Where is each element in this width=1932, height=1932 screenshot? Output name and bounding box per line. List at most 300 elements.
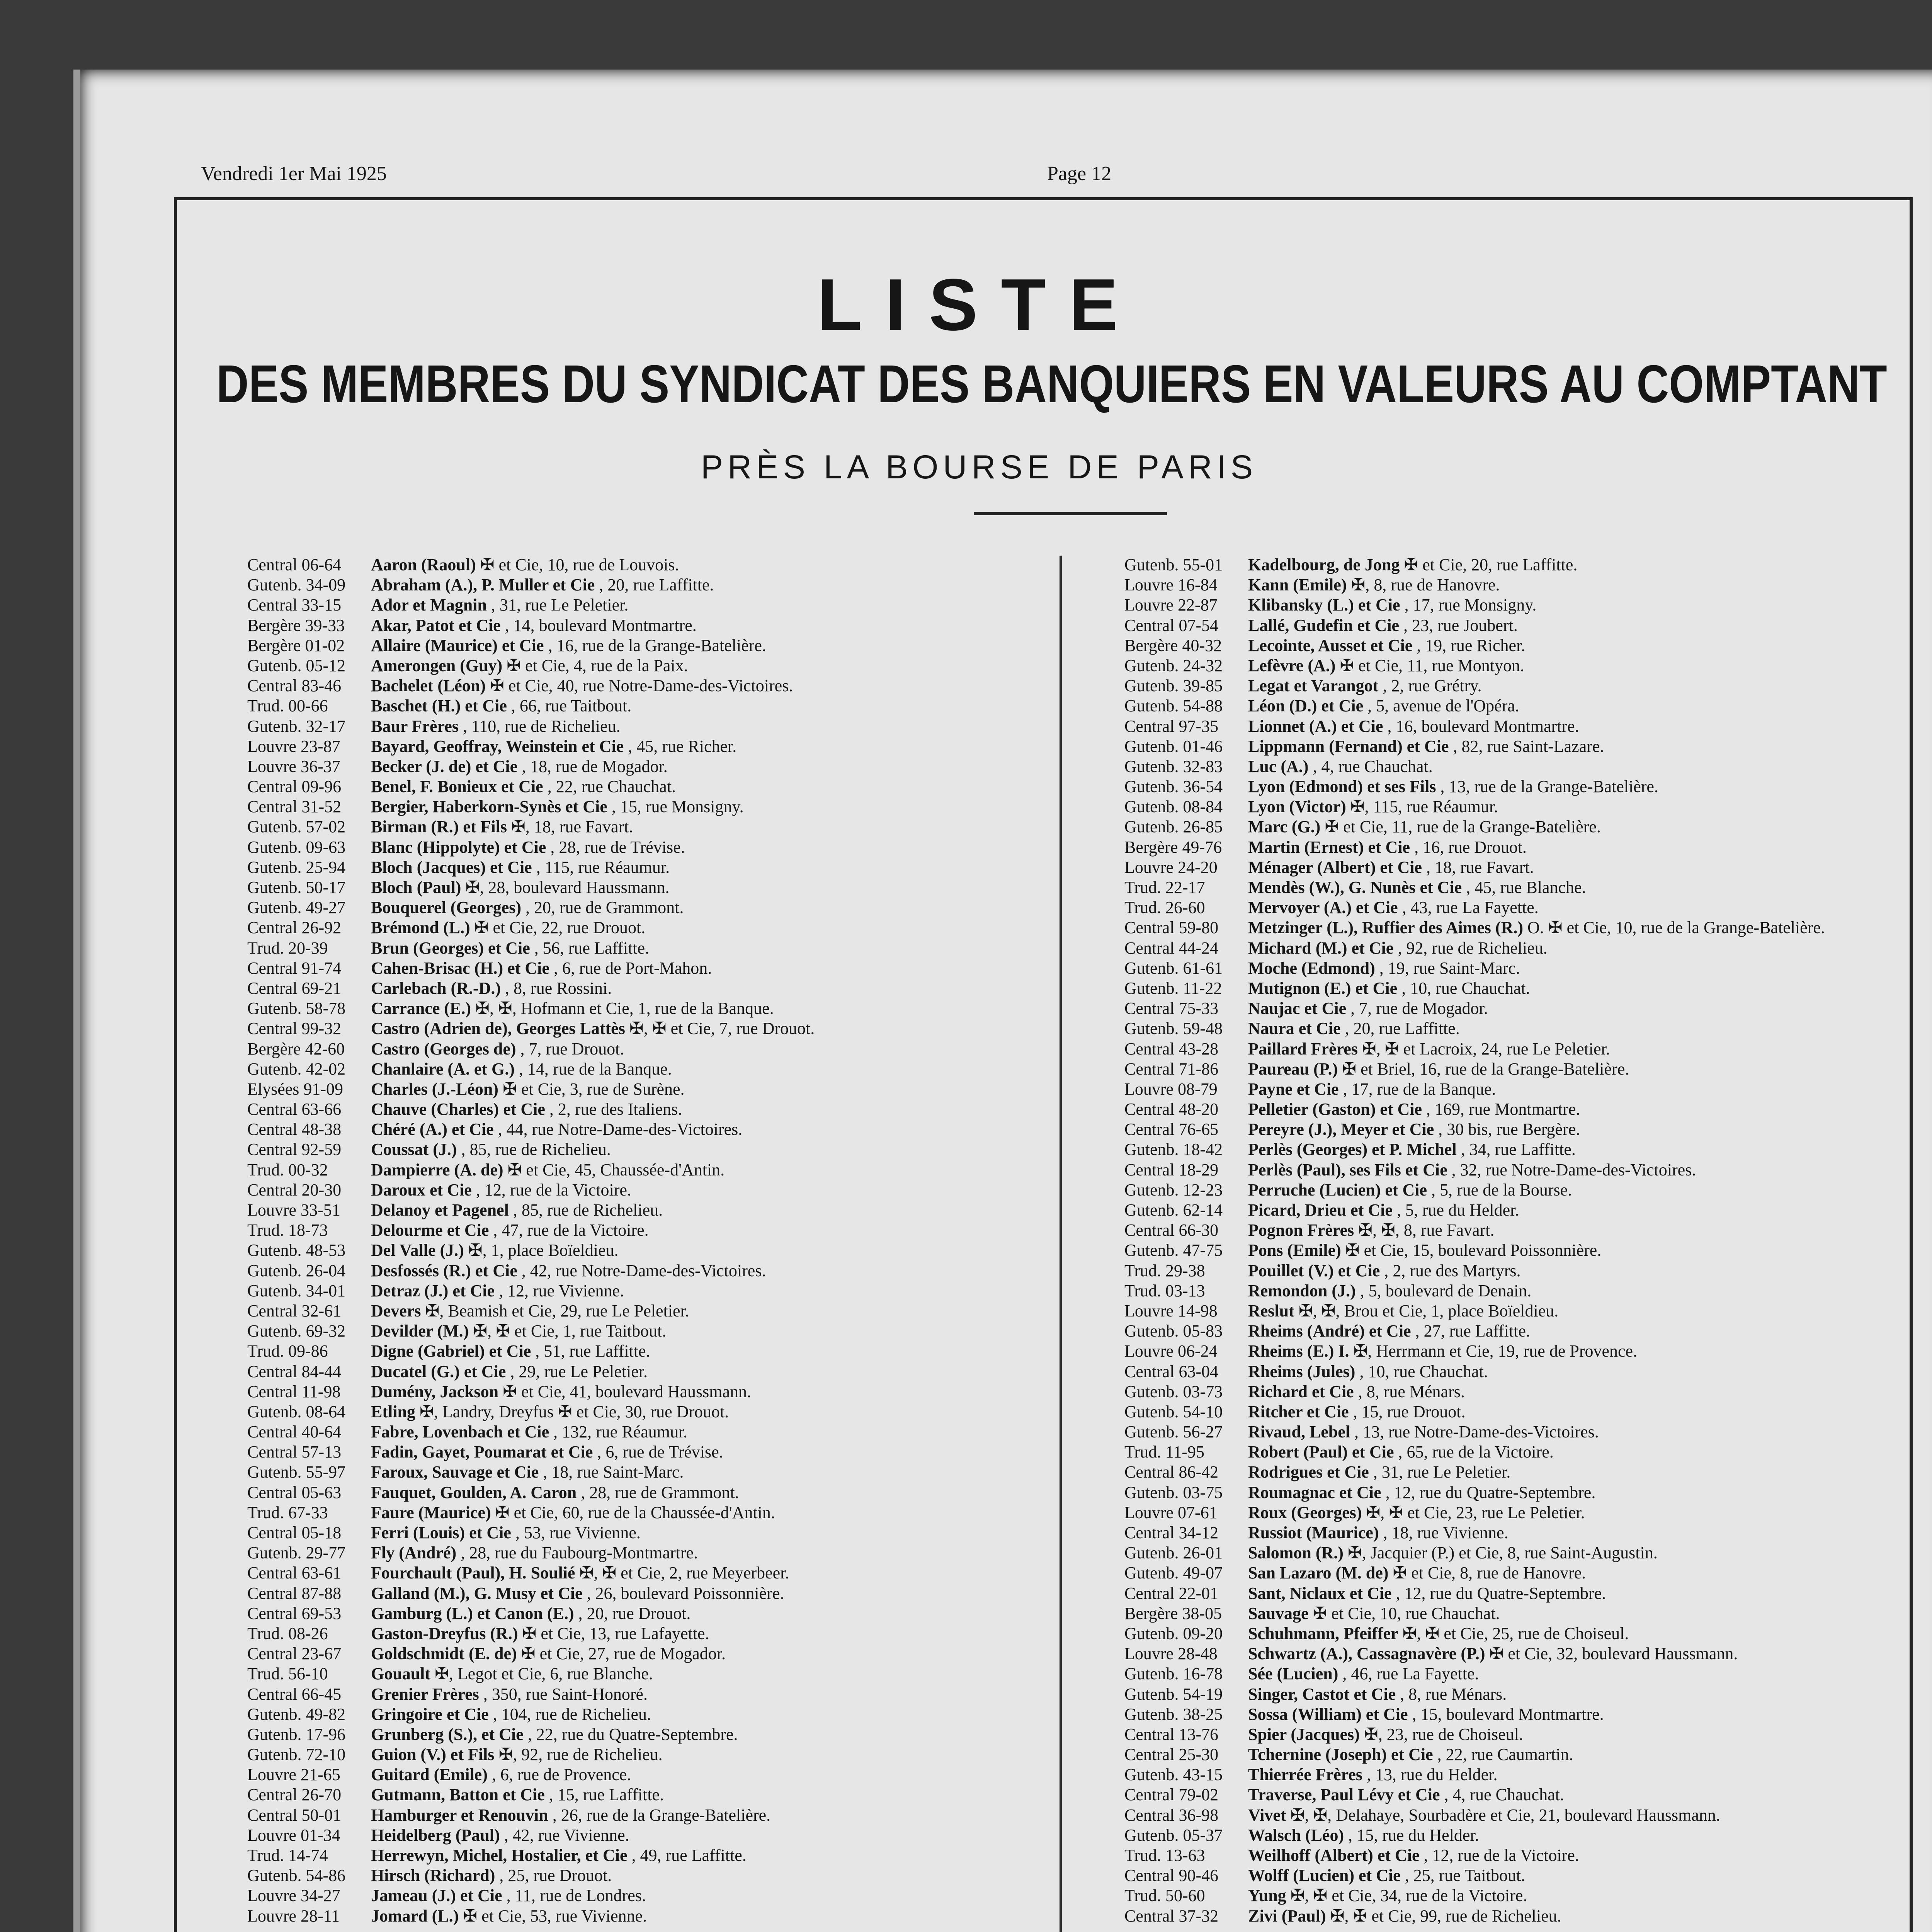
member-name: Carrance (E.) bbox=[371, 999, 471, 1018]
member-row bbox=[1124, 696, 1825, 716]
member-row bbox=[247, 1483, 815, 1503]
member-exchange: Central 34-12 bbox=[1124, 1523, 1219, 1542]
member-address: , 32, rue Notre-Dame-des-Victoires. bbox=[1451, 1160, 1696, 1179]
member-row bbox=[247, 1785, 815, 1805]
member-exchange: Gutenb. 34-09 bbox=[247, 575, 346, 595]
member-exchange: Central 84-44 bbox=[247, 1362, 342, 1381]
member-name: Baur Frères bbox=[371, 716, 459, 736]
member-name: Chauve (Charles) et Cie bbox=[371, 1100, 545, 1119]
member-row bbox=[247, 676, 815, 696]
member-row bbox=[247, 1321, 815, 1341]
member-name: Amerongen (Guy) bbox=[371, 656, 503, 675]
member-address: , 15, rue Drouot. bbox=[1353, 1402, 1466, 1421]
member-row bbox=[247, 978, 815, 998]
member-name: Yung bbox=[1248, 1886, 1286, 1905]
member-name: Fourchault (Paul), H. Soulié bbox=[371, 1563, 575, 1583]
member-address: ✠ et Cie, 11, rue Montyon. bbox=[1340, 656, 1525, 675]
member-name: Pouillet (V.) et Cie bbox=[1248, 1261, 1380, 1280]
member-row bbox=[1124, 938, 1825, 958]
member-row bbox=[1124, 616, 1825, 636]
member-name: Hamburger et Renouvin bbox=[371, 1805, 548, 1825]
member-row bbox=[1124, 595, 1825, 615]
member-address: ✠, ✠ et Cie, 99, rue de Richelieu. bbox=[1330, 1906, 1561, 1925]
member-name: Zivi (Paul) bbox=[1248, 1906, 1326, 1925]
member-exchange: Louvre 23-87 bbox=[247, 736, 340, 756]
member-exchange: Central 57-13 bbox=[247, 1442, 342, 1462]
member-address: , 28, rue de Trévise. bbox=[550, 837, 685, 857]
member-exchange: Gutenb. 54-19 bbox=[1124, 1684, 1223, 1704]
member-address: , 11, rue de Londres. bbox=[506, 1886, 646, 1905]
member-row bbox=[1124, 1765, 1825, 1785]
member-row bbox=[1124, 1240, 1825, 1260]
member-row bbox=[247, 1664, 815, 1684]
member-address: ✠, Legot et Cie, 6, rue Blanche. bbox=[435, 1664, 653, 1684]
member-name: Sauvage bbox=[1248, 1604, 1309, 1623]
member-name: Rheims (Jules) bbox=[1248, 1362, 1355, 1381]
member-row bbox=[1124, 1281, 1825, 1301]
member-name: Reslut bbox=[1248, 1301, 1294, 1320]
member-row bbox=[247, 1543, 815, 1563]
member-name: Delourme et Cie bbox=[371, 1221, 489, 1240]
member-exchange: Central 40-64 bbox=[247, 1422, 342, 1442]
member-name: Devilder (M.) bbox=[371, 1321, 469, 1341]
member-exchange: Gutenb. 61-61 bbox=[1124, 958, 1223, 978]
member-row bbox=[1124, 1119, 1825, 1139]
member-address: , 85, rue de Richelieu. bbox=[461, 1140, 611, 1159]
member-row bbox=[247, 998, 815, 1019]
member-address: , 28, rue de Grammont. bbox=[581, 1483, 739, 1502]
member-address: ✠, ✠ et Lacroix, 24, rue Le Peletier. bbox=[1362, 1039, 1610, 1058]
member-exchange: Trud. 00-66 bbox=[247, 696, 328, 716]
member-name: Bayard, Geoffray, Weinstein et Cie bbox=[371, 736, 624, 756]
member-exchange: Trud. 14-74 bbox=[247, 1846, 328, 1865]
member-exchange: Central 32-61 bbox=[247, 1301, 342, 1320]
member-exchange: Gutenb. 43-15 bbox=[1124, 1765, 1223, 1784]
member-exchange: Trud. 09-86 bbox=[247, 1342, 328, 1361]
member-name: Devers bbox=[371, 1301, 421, 1320]
member-name: Goldschmidt (E. de) bbox=[371, 1644, 517, 1663]
member-name: Lionnet (A.) et Cie bbox=[1248, 716, 1383, 736]
member-address: , 12, rue de la Victoire. bbox=[1423, 1846, 1579, 1865]
member-address: ✠ et Cie, 40, rue Notre-Dame-des-Victoires. bbox=[490, 676, 793, 696]
member-address: , 25, rue Taitbout. bbox=[1405, 1866, 1526, 1885]
member-address: , 5, boulevard de Denain. bbox=[1360, 1281, 1532, 1300]
member-row bbox=[1124, 1382, 1825, 1402]
liste-heading: LISTE bbox=[817, 264, 1141, 346]
member-name: Faure (Maurice) bbox=[371, 1503, 491, 1522]
member-exchange: Gutenb. 42-02 bbox=[247, 1059, 346, 1078]
member-address: , 46, rue La Fayette. bbox=[1342, 1664, 1479, 1684]
member-name: Grunberg (S.), et Cie bbox=[371, 1725, 524, 1744]
member-address: , 25, rue Drouot. bbox=[499, 1866, 612, 1885]
member-address: ✠, 92, rue de Richelieu. bbox=[498, 1745, 663, 1764]
member-address: , 20, rue Drouot. bbox=[578, 1604, 691, 1623]
member-row bbox=[247, 1684, 815, 1704]
member-exchange: Gutenb. 56-27 bbox=[1124, 1422, 1223, 1442]
member-name: Tchernine (Joseph) et Cie bbox=[1248, 1745, 1433, 1764]
member-exchange: Trud. 13-63 bbox=[1124, 1846, 1205, 1865]
member-exchange: Gutenb. 38-25 bbox=[1124, 1704, 1223, 1724]
member-exchange: Central 66-30 bbox=[1124, 1221, 1219, 1240]
member-address: , 15, boulevard Montmartre. bbox=[1412, 1704, 1604, 1724]
members-column-right bbox=[1124, 555, 1825, 1926]
member-address: , 27, rue Laffitte. bbox=[1415, 1321, 1530, 1341]
member-exchange: Bergère 40-32 bbox=[1124, 636, 1222, 655]
member-name: Roumagnac et Cie bbox=[1248, 1483, 1381, 1502]
member-exchange: Gutenb. 09-20 bbox=[1124, 1624, 1223, 1643]
member-address: , 7, rue de Mogador. bbox=[1350, 999, 1488, 1018]
member-address: , 31, rue Le Peletier. bbox=[1373, 1463, 1511, 1482]
member-name: Brémond (L.) bbox=[371, 918, 470, 937]
member-exchange: Gutenb. 18-42 bbox=[1124, 1140, 1223, 1159]
member-name: Herrewyn, Michel, Hostalier, et Cie bbox=[371, 1846, 628, 1865]
member-row bbox=[247, 1624, 815, 1644]
member-exchange: Central 48-38 bbox=[247, 1120, 342, 1139]
member-row bbox=[1124, 1624, 1825, 1644]
member-address: ✠, ✠ et Cie, 23, rue Le Peletier. bbox=[1366, 1503, 1585, 1522]
member-name: Ménager (Albert) et Cie bbox=[1248, 857, 1422, 877]
heading-rule bbox=[974, 512, 1167, 515]
member-name: Chéré (A.) et Cie bbox=[371, 1120, 494, 1139]
member-name: Fly (André) bbox=[371, 1543, 457, 1563]
member-exchange: Central 75-33 bbox=[1124, 999, 1219, 1018]
member-exchange: Central 63-04 bbox=[1124, 1362, 1219, 1381]
member-name: Naujac et Cie bbox=[1248, 999, 1347, 1018]
member-row bbox=[247, 898, 815, 918]
member-name: Fauquet, Goulden, A. Caron bbox=[371, 1483, 577, 1502]
member-name: Singer, Castot et Cie bbox=[1248, 1684, 1396, 1704]
member-name: Pelletier (Gaston) et Cie bbox=[1248, 1100, 1422, 1119]
member-name: Faroux, Sauvage et Cie bbox=[371, 1463, 539, 1482]
member-row bbox=[247, 1765, 815, 1785]
member-row bbox=[247, 1745, 815, 1765]
member-address: , 44, rue Notre-Dame-des-Victoires. bbox=[498, 1120, 743, 1139]
member-row bbox=[247, 1180, 815, 1200]
member-name: Traverse, Paul Lévy et Cie bbox=[1248, 1785, 1440, 1804]
member-row bbox=[247, 736, 815, 757]
member-address: , 42, rue Vivienne. bbox=[504, 1825, 629, 1845]
member-row bbox=[247, 716, 815, 736]
member-row bbox=[1124, 1462, 1825, 1482]
member-address: , 4, rue Chauchat. bbox=[1444, 1785, 1564, 1804]
member-exchange: Central 09-96 bbox=[247, 777, 342, 796]
member-exchange: Gutenb. 03-75 bbox=[1124, 1483, 1223, 1502]
member-name: Perlès (Georges) et P. Michel bbox=[1248, 1140, 1457, 1159]
member-name: Birman (R.) et Fils bbox=[371, 817, 507, 837]
member-exchange: Trud. 00-32 bbox=[247, 1160, 328, 1179]
member-address: ✠ et Cie, 10, rue de Louvois. bbox=[480, 555, 679, 574]
member-exchange: Central 63-66 bbox=[247, 1100, 342, 1119]
member-row bbox=[1124, 1422, 1825, 1442]
member-name: Legat et Varangot bbox=[1248, 676, 1379, 696]
member-address: ✠, Beamish et Cie, 29, rue Le Peletier. bbox=[425, 1301, 689, 1320]
member-name: Perlès (Paul), ses Fils et Cie bbox=[1248, 1160, 1447, 1179]
member-address: ✠, 23, rue de Choiseul. bbox=[1364, 1725, 1523, 1744]
member-name: Marc (G.) bbox=[1248, 817, 1321, 837]
member-exchange: Central 33-15 bbox=[247, 595, 342, 615]
member-name: Schuhmann, Pfeiffer bbox=[1248, 1624, 1398, 1643]
member-address: , 115, rue Réaumur. bbox=[536, 857, 670, 877]
member-row bbox=[247, 1402, 815, 1422]
member-name: Lecointe, Ausset et Cie bbox=[1248, 636, 1413, 655]
member-address: , 16, rue Drouot. bbox=[1414, 837, 1527, 857]
member-name: Russiot (Maurice) bbox=[1248, 1523, 1379, 1542]
member-exchange: Gutenb. 24-32 bbox=[1124, 656, 1223, 675]
member-name: Cahen-Brisac (H.) et Cie bbox=[371, 958, 549, 978]
member-exchange: Trud. 29-38 bbox=[1124, 1261, 1205, 1280]
member-exchange: Gutenb. 54-10 bbox=[1124, 1402, 1223, 1421]
member-row bbox=[1124, 1543, 1825, 1563]
member-row bbox=[247, 1200, 815, 1220]
member-row bbox=[1124, 1604, 1825, 1624]
member-exchange: Louvre 06-24 bbox=[1124, 1342, 1218, 1361]
member-exchange: Trud. 11-95 bbox=[1124, 1442, 1205, 1462]
member-exchange: Trud. 26-60 bbox=[1124, 898, 1205, 917]
member-address: , 7, rue Drouot. bbox=[520, 1039, 624, 1058]
member-row bbox=[247, 1281, 815, 1301]
member-address: , 92, rue de Richelieu. bbox=[1398, 938, 1548, 957]
member-address: ✠ et Cie, 4, rue de la Paix. bbox=[507, 656, 688, 675]
member-row bbox=[1124, 1805, 1825, 1825]
member-row bbox=[247, 1725, 815, 1745]
member-row bbox=[1124, 1200, 1825, 1220]
member-exchange: Gutenb. 39-85 bbox=[1124, 676, 1223, 696]
member-exchange: Gutenb. 17-96 bbox=[247, 1725, 346, 1744]
member-row bbox=[247, 837, 815, 857]
member-exchange: Gutenb. 62-14 bbox=[1124, 1201, 1223, 1219]
member-name: Becker (J. de) et Cie bbox=[371, 757, 518, 776]
member-address: , 104, rue de Richelieu. bbox=[493, 1704, 651, 1724]
member-address: , 49, rue Laffitte. bbox=[631, 1846, 747, 1865]
member-name: Thierrée Frères bbox=[1248, 1765, 1363, 1784]
member-exchange: Bergère 01-02 bbox=[247, 636, 345, 655]
member-row bbox=[1124, 898, 1825, 918]
member-name: Bouquerel (Georges) bbox=[371, 898, 522, 917]
member-row bbox=[1124, 1523, 1825, 1543]
member-name: Ritcher et Cie bbox=[1248, 1402, 1349, 1421]
sub-heading: PRÈS LA BOURSE DE PARIS bbox=[701, 449, 1258, 486]
member-exchange: Central 05-63 bbox=[247, 1483, 342, 1502]
member-exchange: Gutenb. 16-78 bbox=[1124, 1664, 1223, 1684]
member-exchange: Central 44-24 bbox=[1124, 938, 1219, 957]
member-row bbox=[247, 616, 815, 636]
member-row bbox=[247, 1866, 815, 1886]
member-name: Digne (Gabriel) et Cie bbox=[371, 1342, 531, 1361]
member-address: ✠ et Cie, 20, rue Laffitte. bbox=[1404, 555, 1578, 574]
member-row bbox=[1124, 1220, 1825, 1240]
member-row bbox=[1124, 1402, 1825, 1422]
member-row bbox=[247, 1825, 815, 1845]
member-row bbox=[1124, 1301, 1825, 1321]
member-row bbox=[1124, 1019, 1825, 1039]
member-exchange: Gutenb. 55-97 bbox=[247, 1463, 346, 1482]
member-exchange: Central 25-30 bbox=[1124, 1745, 1219, 1764]
main-heading: DES MEMBRES DU SYNDICAT DES BANQUIERS EN VALEURS AU COMPTANT bbox=[216, 354, 1887, 414]
member-name: Mervoyer (A.) et Cie bbox=[1248, 898, 1398, 917]
member-row bbox=[247, 1019, 815, 1039]
member-address: , 30 bis, rue Bergère. bbox=[1438, 1120, 1580, 1139]
member-exchange: Gutenb. 11-22 bbox=[1124, 978, 1222, 998]
member-name: Léon (D.) et Cie bbox=[1248, 696, 1364, 716]
member-name: Pognon Frères bbox=[1248, 1221, 1354, 1240]
member-exchange: Louvre 34-27 bbox=[247, 1886, 340, 1905]
member-address: , 15, rue du Helder. bbox=[1348, 1825, 1479, 1845]
member-address: , 45, rue Richer. bbox=[628, 736, 737, 756]
member-exchange: Gutenb. 54-88 bbox=[1124, 696, 1223, 716]
member-address: , 132, rue Réaumur. bbox=[553, 1422, 688, 1442]
member-address: , 8, rue Ménars. bbox=[1358, 1382, 1465, 1401]
member-exchange: Central 26-70 bbox=[247, 1785, 342, 1804]
member-exchange: Central 90-46 bbox=[1124, 1866, 1219, 1885]
member-name: Dumény, Jackson bbox=[371, 1382, 499, 1401]
member-address: , 110, rue de Richelieu. bbox=[463, 716, 621, 736]
member-exchange: Central 20-30 bbox=[247, 1180, 342, 1199]
member-row bbox=[1124, 1583, 1825, 1604]
page-number: Page 12 bbox=[1047, 163, 1112, 185]
member-row bbox=[1124, 918, 1825, 938]
member-exchange: Gutenb. 59-48 bbox=[1124, 1019, 1223, 1038]
member-name: Lyon (Victor) bbox=[1248, 797, 1346, 816]
member-address: ✠, ✠, 8, rue Favart. bbox=[1358, 1221, 1495, 1240]
member-name: Carlebach (R.-D.) bbox=[371, 978, 501, 998]
member-exchange: Louvre 14-98 bbox=[1124, 1301, 1218, 1320]
member-address: ✠ et Cie, 27, rue de Mogador. bbox=[521, 1644, 726, 1663]
member-row bbox=[247, 1442, 815, 1462]
member-row bbox=[247, 1845, 815, 1866]
member-exchange: Central 37-32 bbox=[1124, 1906, 1219, 1925]
member-row bbox=[247, 1805, 815, 1825]
member-address: ✠ et Cie, 32, boulevard Haussmann. bbox=[1489, 1644, 1738, 1663]
member-row bbox=[247, 1301, 815, 1321]
member-address: , 43, rue La Fayette. bbox=[1402, 898, 1539, 917]
member-name: Bachelet (Léon) bbox=[371, 676, 486, 696]
member-name: Bergier, Haberkorn-Synès et Cie bbox=[371, 797, 607, 816]
member-exchange: Gutenb. 34-01 bbox=[247, 1281, 346, 1300]
member-address: , 22, rue du Quatre-Septembre. bbox=[527, 1725, 738, 1744]
member-address: , 56, rue Laffitte. bbox=[534, 938, 650, 957]
member-address: , 17, rue Monsigny. bbox=[1404, 595, 1537, 615]
member-exchange: Central 69-53 bbox=[247, 1604, 342, 1623]
member-row bbox=[1124, 736, 1825, 757]
member-row bbox=[247, 1362, 815, 1382]
member-name: Luc (A.) bbox=[1248, 757, 1309, 776]
member-name: Castro (Georges de) bbox=[371, 1039, 516, 1058]
member-address: , 22, rue Caumartin. bbox=[1437, 1745, 1573, 1764]
member-row bbox=[247, 777, 815, 797]
member-name: Lippmann (Fernand) et Cie bbox=[1248, 736, 1449, 756]
member-name: Coussat (J.) bbox=[371, 1140, 457, 1159]
member-row bbox=[247, 1644, 815, 1664]
member-row bbox=[247, 1220, 815, 1240]
member-name: Wolff (Lucien) et Cie bbox=[1248, 1866, 1401, 1885]
member-exchange: Central 07-54 bbox=[1124, 616, 1219, 635]
member-exchange: Central 26-92 bbox=[247, 918, 342, 937]
member-exchange: Gutenb. 69-32 bbox=[247, 1321, 346, 1341]
member-row bbox=[1124, 1321, 1825, 1341]
member-row bbox=[247, 918, 815, 938]
member-exchange: Gutenb. 58-78 bbox=[247, 999, 346, 1018]
member-address: , 31, rue Le Peletier. bbox=[491, 595, 629, 615]
member-name: Guitard (Emile) bbox=[371, 1765, 488, 1784]
member-name: Weilhoff (Albert) et Cie bbox=[1248, 1846, 1420, 1865]
member-exchange: Central 66-45 bbox=[247, 1684, 342, 1704]
member-exchange: Louvre 28-48 bbox=[1124, 1644, 1218, 1663]
member-exchange: Louvre 01-34 bbox=[247, 1825, 340, 1845]
member-name: Metzinger (L.), Ruffier des Aimes (R.) bbox=[1248, 918, 1523, 937]
member-address: ✠, Herrmann et Cie, 19, rue de Provence. bbox=[1353, 1342, 1638, 1361]
member-exchange: Gutenb. 32-17 bbox=[247, 716, 346, 736]
member-address: , 2, rue des Italiens. bbox=[549, 1100, 682, 1119]
member-address: , 26, rue de la Grange-Batelière. bbox=[552, 1805, 771, 1825]
member-row bbox=[1124, 656, 1825, 676]
member-exchange: Gutenb. 57-02 bbox=[247, 817, 346, 837]
member-name: Gouault bbox=[371, 1664, 431, 1684]
member-address: ✠ et Briel, 16, rue de la Grange-Batelière. bbox=[1342, 1059, 1629, 1078]
member-address: ✠ et Cie, 10, rue Chauchat. bbox=[1313, 1604, 1500, 1623]
member-row bbox=[1124, 1442, 1825, 1462]
member-address: ✠, ✠ et Cie, 25, rue de Choiseul. bbox=[1402, 1624, 1629, 1643]
member-name: Klibansky (L.) et Cie bbox=[1248, 595, 1400, 615]
member-address: , 85, rue de Richelieu. bbox=[513, 1201, 663, 1219]
member-name: Pereyre (J.), Meyer et Cie bbox=[1248, 1120, 1434, 1139]
member-row bbox=[1124, 1845, 1825, 1866]
member-address: , 350, rue Saint-Honoré. bbox=[483, 1684, 648, 1704]
member-name: Rheims (André) et Cie bbox=[1248, 1321, 1411, 1341]
member-row bbox=[1124, 636, 1825, 656]
member-exchange: Central 92-59 bbox=[247, 1140, 342, 1159]
member-row bbox=[1124, 1825, 1825, 1845]
member-row bbox=[1124, 575, 1825, 595]
member-name: Kann (Emile) bbox=[1248, 575, 1347, 595]
member-row bbox=[247, 1261, 815, 1281]
member-address: , 6, rue de Port-Mahon. bbox=[553, 958, 712, 978]
member-address: , 12, rue du Quatre-Septembre. bbox=[1396, 1583, 1606, 1603]
member-exchange: Central 36-98 bbox=[1124, 1805, 1219, 1825]
member-name: San Lazaro (M. de) bbox=[1248, 1563, 1389, 1583]
member-address: , 42, rue Notre-Dame-des-Victoires. bbox=[521, 1261, 766, 1280]
member-row bbox=[247, 1382, 815, 1402]
member-address: , 5, rue du Helder. bbox=[1396, 1201, 1519, 1219]
member-address: , 15, rue Laffitte. bbox=[549, 1785, 664, 1804]
member-row bbox=[1124, 878, 1825, 898]
member-address: , 29, rue Le Peletier. bbox=[510, 1362, 648, 1381]
member-name: Gutmann, Batton et Cie bbox=[371, 1785, 545, 1804]
member-name: Robert (Paul) et Cie bbox=[1248, 1442, 1394, 1462]
member-row bbox=[1124, 1785, 1825, 1805]
member-name: Spier (Jacques) bbox=[1248, 1725, 1360, 1744]
member-name: Grenier Frères bbox=[371, 1684, 479, 1704]
member-address: ✠ et Cie, 13, rue Lafayette. bbox=[522, 1624, 709, 1643]
member-exchange: Central 71-86 bbox=[1124, 1059, 1219, 1078]
member-exchange: Louvre 21-65 bbox=[247, 1765, 340, 1784]
member-name: Lyon (Edmond) et ses Fils bbox=[1248, 777, 1436, 796]
member-row bbox=[247, 595, 815, 615]
member-address: , 12, rue de la Victoire. bbox=[476, 1180, 631, 1199]
member-name: Picard, Drieu et Cie bbox=[1248, 1201, 1393, 1219]
member-name: Daroux et Cie bbox=[371, 1180, 472, 1199]
member-exchange: Louvre 16-84 bbox=[1124, 575, 1218, 595]
member-name: Paureau (P.) bbox=[1248, 1059, 1338, 1078]
member-row bbox=[1124, 958, 1825, 978]
member-address: ✠ et Cie, 45, Chaussée-d'Antin. bbox=[507, 1160, 725, 1179]
member-address: ✠ et Cie, 60, rue de la Chaussée-d'Antin. bbox=[495, 1503, 775, 1522]
member-address: , 20, rue Laffitte. bbox=[1345, 1019, 1460, 1038]
member-row bbox=[247, 958, 815, 978]
member-name: Fadin, Gayet, Poumarat et Cie bbox=[371, 1442, 593, 1462]
member-row bbox=[247, 696, 815, 716]
member-address: , 14, rue de la Banque. bbox=[519, 1059, 672, 1078]
member-address: , 53, rue Vivienne. bbox=[515, 1523, 641, 1542]
